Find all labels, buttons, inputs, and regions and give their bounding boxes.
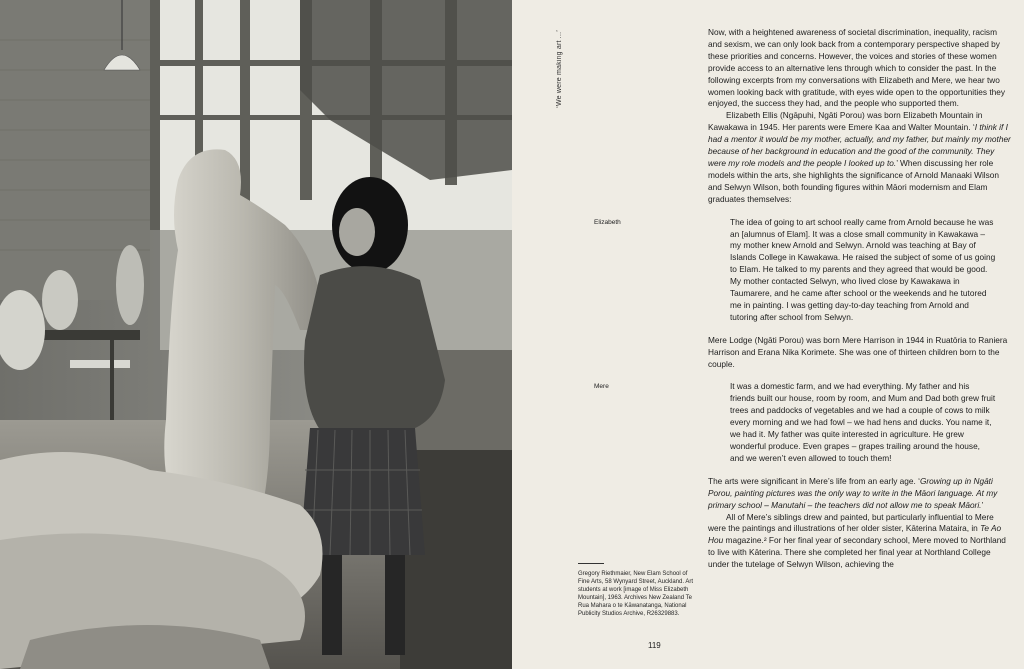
paragraph: Mere Lodge (Ngāti Porou) was born Mere Harrison in 1944 in Ruatōria to Raniera Harrison and Erana Nika Korimete. She was one of thirteen children born to the couple.	[708, 334, 1008, 369]
interview-quote	[594, 381, 996, 464]
speaker-label: Elizabeth	[594, 218, 621, 226]
paragraph: The arts were significant in Mere’s life from an early age. ‘Growing up in Ngāti Porou, painting pictures was the only way to write in the Māori language. At my primary school – Manutahi – the teachers did not allow me to speak Māori.’	[708, 475, 998, 510]
speaker-label: Mere	[594, 383, 609, 391]
quote-text: The idea of going to art school really came from Arnold because he was an [alumnus of Elam]. It was a close small community in Kawakawa – my mother knew Arnold and Selwyn. Arnold was teaching at Bay of Islands College in Kawakawa. He raised the subject of some of us going to Elam. He talked to my parents and they agreed that would be good. My mother contacted Selwyn, who lived close by Kawakawa in Taumarere, and he came after school or the weekends and he tutored me in painting. I was getting day-to-day teaching from Arnold and tutoring after school from Selwyn.	[730, 216, 996, 322]
caption-divider	[578, 563, 604, 564]
quote-text: It was a domestic farm, and we had everything. My father and his friends built our house, room by room, and Mum and Dad both grew fruit trees and paddocks of vegetables and we had a couple of cows to milk every morning and we had fowl – we had hens and ducks. You name it, we had it. My father was quite interested in agriculture. He grew wonderful produce. Even grapes – grapes trailing around the house, and we weren’t even allowed to touch them!	[730, 381, 996, 463]
paragraph: Now, with a heightened awareness of societal discrimination, inequality, racism and sexism, we can only look back from a contemporary perspective shaped by these priorities and concerns. However, the voices and stories of these women provide access to an alternative lens through which to consider the past. In the following excerpts from my conversations with Elizabeth and Mere, we hear two women looking back with gratitude, with eyes wide open to the opportunities they enjoyed, the success they had, and the people who supported them.	[708, 27, 1006, 109]
paragraph: All of Mere’s siblings drew and painted, but particularly influential to Mere were the paintings and illustrations of her older sister, Kāterina Mataira, in Te Ao Hou magazine.² For her final year of secondary school, Mere moved to Northland to live with Kāterina. There she completed her final year at Northland College under the tutelage of Selwyn Wilson, achieving the	[708, 511, 1006, 570]
page-number: 119	[648, 641, 661, 650]
running-head: ‘We were making art ...’	[556, 30, 563, 108]
interview-quote	[594, 216, 996, 324]
paragraph: Elizabeth Ellis (Ngāpuhi, Ngāti Porou) was born Elizabeth Mountain in Kawakawa in 1945. Her parents were Emere Kaa and Walter Mountain. ‘I think if I had a mentor it would be my mother, actually, and my father, but mainly my mother because of her background in education and the good of the community. They were my role models and the people I looked up to.’ When discussing her role models within the arts, she highlights the significance of Arnold Manaaki Wilson and Selwyn Wilson, both founding figures within Māori modernism and Elam graduates themselves:	[708, 110, 1011, 204]
text-page	[512, 0, 1024, 669]
photo-caption: Gregory Riethmaier, New Elam School of Fine Arts, 58 Wynyard Street, Auckland. Art students at work [image of Miss Elizabeth Mountain], 1963. Archives New Zealand Te Rua Mahara o te Kāwanatanga, National Publicity Studios Archive, R26329883.	[578, 571, 693, 617]
article-body	[594, 27, 1011, 571]
